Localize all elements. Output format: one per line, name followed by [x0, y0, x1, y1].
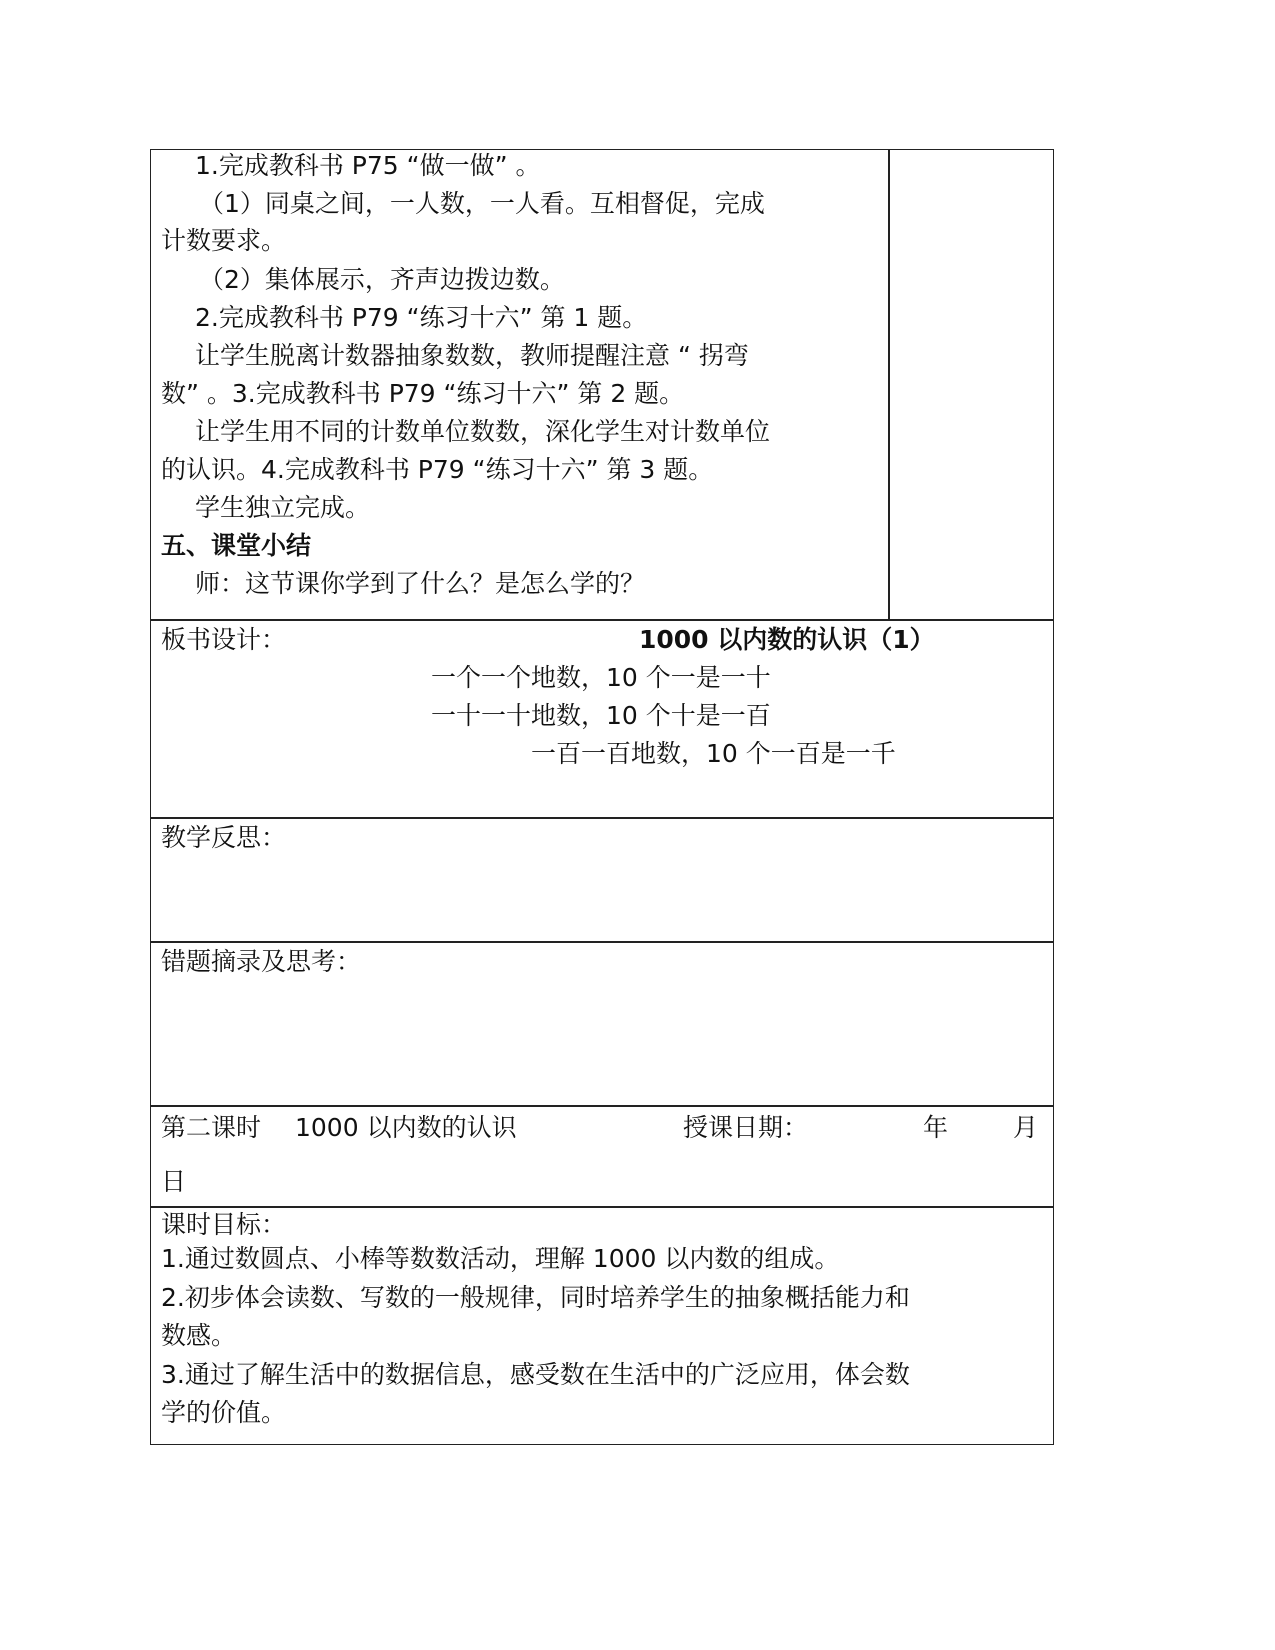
activity-line: （1）同桌之间，一人数，一人看。互相督促，完成	[199, 189, 765, 218]
summary-text: 师：这节课你学到了什么？是怎么学的？	[195, 569, 646, 598]
lesson2-day: 日	[161, 1167, 187, 1196]
lesson2-session: 第二课时	[161, 1113, 262, 1142]
error-notes-cell	[150, 941, 1054, 1107]
activity-line: （2）集体展示，齐声边拨边数。	[199, 265, 565, 294]
reflection-label: 教学反思：	[161, 823, 287, 852]
objective-line: 1.通过数圆点、小棒等数数活动，理解 1000 以内数的组成。	[161, 1244, 840, 1273]
activity-line: 学生独立完成。	[195, 493, 371, 522]
activity-line: 1.完成教科书 P75 “做一做” 。	[195, 151, 541, 180]
activity-line: 让学生用不同的计数单位数数，深化学生对计数单位	[195, 417, 771, 446]
summary-heading: 五、课堂小结	[161, 531, 312, 560]
lesson2-year: 年	[923, 1113, 949, 1142]
error-notes-label: 错题摘录及思考：	[161, 947, 362, 976]
lesson2-month: 月	[1013, 1113, 1039, 1142]
lesson2-date-label: 授课日期：	[683, 1113, 809, 1142]
reflection-cell	[150, 817, 1054, 943]
objective-line: 2.初步体会读数、写数的一般规律，同时培养学生的抽象概括能力和	[161, 1283, 910, 1312]
objective-line: 数感。	[161, 1321, 237, 1350]
objectives-label: 课时目标：	[161, 1210, 287, 1239]
activity-line: 让学生脱离计数器抽象数数，教师提醒注意 “ 拐弯	[195, 341, 749, 370]
activity-notes-cell	[888, 149, 1054, 621]
board-design-label: 板书设计：	[161, 625, 287, 654]
objective-line: 学的价值。	[161, 1398, 287, 1427]
objectives-cell	[150, 1206, 1054, 1445]
board-design-line: 一百一百地数，10 个一百是一千	[531, 739, 896, 768]
activity-line: 数” 。3.完成教科书 P79 “练习十六” 第 2 题。	[161, 379, 685, 408]
board-design-line: 一个一个地数，10 个一是一十	[431, 663, 771, 692]
board-design-line: 一十一十地数，10 个十是一百	[431, 701, 771, 730]
board-design-cell	[150, 619, 1054, 819]
objective-line: 3.通过了解生活中的数据信息，感受数在生活中的广泛应用，体会数	[161, 1360, 910, 1389]
activity-line: 计数要求。	[161, 226, 287, 255]
activity-line: 的认识。4.完成教科书 P79 “练习十六” 第 3 题。	[161, 455, 714, 484]
lesson2-topic: 1000 以内数的认识	[295, 1113, 517, 1142]
activity-line: 2.完成教科书 P79 “练习十六” 第 1 题。	[195, 303, 648, 332]
board-design-title: 1000 以内数的认识（1）	[639, 625, 935, 654]
lesson-plan-table	[150, 149, 1054, 1445]
activity-cell	[150, 149, 890, 621]
lesson2-header-cell	[150, 1105, 1054, 1208]
